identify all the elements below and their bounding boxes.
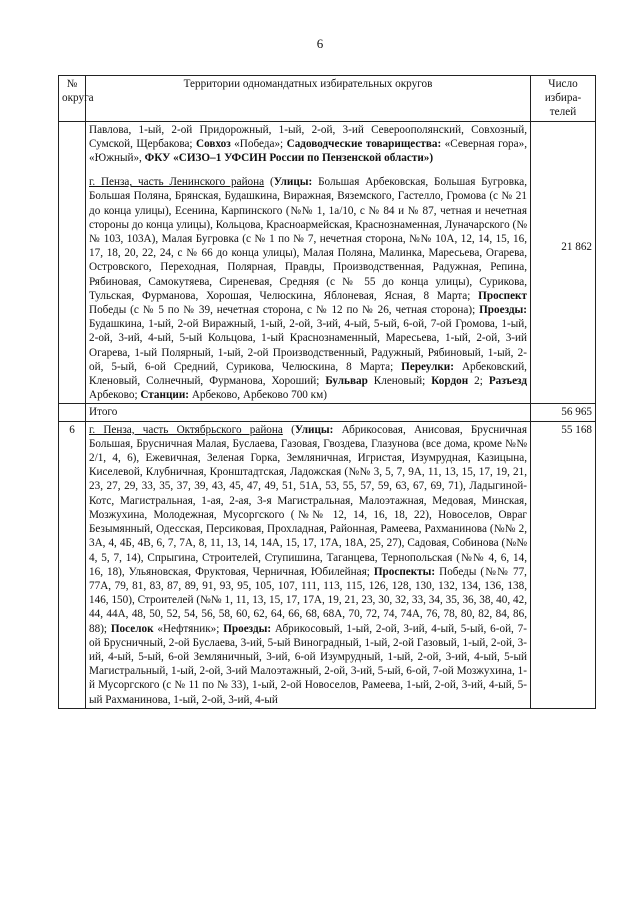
bold-text: Бульвар <box>325 375 368 388</box>
text-segment: Победы (№№ 77, 77А, 79, 81, 83, 87, 89, 91, 93, 95, 105, 107, 111, 113, 115, 126, 128, 130, 132, 134, 136, 138, 146, 150), Строителей (№№ 1, 11, 13, 15, 17, 17А, 19, 21, 23, 30, 32, 33, 34, 35, 36, 38, 40, 42, 44, 44А, 48, 50, 52, 54, 56, 58, 60, 62, 64, 66, 68, 68А, 70, 72, 74, 74А, 76, 78, 80, 82, 84, 86, 88); <box>89 565 527 635</box>
bold-text: Кордон <box>431 375 469 388</box>
total-label: Итого <box>86 404 531 421</box>
text-segment: Арбековский, Кленовый, Солнечный, Фурманова, Хороший; <box>89 360 527 388</box>
bold-text: Проезды: <box>479 304 527 317</box>
table-row <box>59 121 596 404</box>
bold-text: Садоводческие товарищества: <box>286 137 442 150</box>
territory-cell <box>86 421 531 708</box>
text-segment: «Нефтяник»; <box>153 622 224 635</box>
districts-table <box>58 75 596 709</box>
bold-text: Совхоз <box>196 137 231 150</box>
territory-text-continued <box>89 123 527 166</box>
territory-text-october-district <box>89 423 527 707</box>
bold-text: Проспект <box>478 289 527 302</box>
underlined-text: г. Пенза, часть Октябрьского района <box>89 423 283 436</box>
text-segment: Будашкина, 1-ый, 2-ой Виражный, 1-ый, 2-ой, 3-ий, 4-ый, 5-ый, 6-ой, 7-ой Громова, 1-ый, 2-ой, 3-ий, 4-ый, 5-ый Кольцова, 1-ый Краснознаменный, Маресьева, 1-ый, 2-ой, 3-ий Огарева, 1-ый Полярный, 1-ый, 2-ой Производственный, Радужный, Рябиновый, 1-ый, 2-ой, 5-ый, 6-ой Средний, Сурикова, Челюскина, 8 Марта; <box>89 318 527 373</box>
bold-text: Станции: <box>140 389 190 402</box>
bold-text: Проезды: <box>223 622 272 635</box>
page-number: 6 <box>316 36 324 51</box>
text-segment: 2; <box>468 375 489 388</box>
bold-text: Поселок <box>110 622 154 635</box>
total-empty-cell <box>59 404 86 421</box>
bold-text: Улицы: <box>273 176 313 189</box>
table-header-row <box>59 76 596 122</box>
bold-text: Разъезд <box>488 375 527 388</box>
text-segment: Арбеково; <box>89 389 141 402</box>
table-row <box>59 421 596 708</box>
text-segment: ( <box>264 176 274 189</box>
text-segment: ( <box>282 423 295 436</box>
total-value: 56 965 <box>531 404 596 421</box>
total-row <box>59 404 596 421</box>
text-segment: «Северная гора», «Южный», <box>89 137 527 165</box>
header-district-number: № округа <box>59 76 86 122</box>
territory-text-lenin-district <box>89 175 527 402</box>
bold-text: Проспекты: <box>373 565 436 578</box>
text-segment: «Победа»; <box>230 137 287 150</box>
bold-text: Переулки: <box>401 360 454 373</box>
text-segment: Победы (с № 5 по № 39, нечетная сторона, с № 12 по № 26, четная сторона); <box>89 304 480 317</box>
text-segment: Павлова, 1-ый, 2-ой Придорожный, 1-ый, 2-ой, 3-ий Североополянский, Совхозный, Сумской, Щербакова; <box>89 123 527 150</box>
bold-text: ФКУ «СИЗО–1 УФСИН России по Пензенской области») <box>144 152 434 165</box>
voters-count: 21 862 <box>561 240 592 253</box>
text-segment: Абрикосовая, Анисовая, Брусничная Большая, Брусничная Малая, Буслаева, Газовая, Гвоздева, Глазунова (все дома, кроме №№ 2/1, 4, 6), Ежевичная, Зеленая Горка, Земляничная, Игристая, Изумрудная, Казицына, Киселевой, Клубничная, Кронштадтская, Ладожская (№№ 3, 5, 7, 9А, 11, 13, 15, 17, 19, 21, 23, 27, 29, 33, 35, 37, 39, 43, 45, 47, 49, 51, 51А, 53, 55, 57, 59, 63, 67, 69, 71), Ладыгиной-Котс, Магистральная, 1-ая, 2-ая, 3-я Магистральная, Малоэтажная, Медовая, Минская, Мозжухина, Молодежная, Мусоргского (№№ 12, 14, 16, 18, 22), Новоселов, Овраг Безымянный, Одесская, Персиковая, Прохладная, Районная, Рамеева, Рахманинова (№№ 2, 3А, 4, 4Б, 4В, 6, 7, 7А, 8, 11, 13, 14, 14А, 15, 17, 17А, 18А, 25, 27), Садовая, Собинова (№№ 4, 5, 7, 14), Спрыгина, Строителей, Ступишина, Таганцева, Тернопольская (№№ 4, 6, 14, 16, 18), Ульяновская, Фруктовая, Черничная, Юбилейная; <box>89 423 527 578</box>
text-segment: Большая Арбековская, Большая Бугровка, Большая Поляна, Брянская, Будашкина, Виражная, Вяземского, Гастелло, Громова (с № 21 до конца улицы), Есенина, Карпинского (№№ 1, 1а/10, с № 84 и № 87, четная и нечетная стороны до конца улицы), Кольцова, Красноармейская, Краснознаменная, Луначарского (№№ 103, 103А), Малая Бугровка (с № 1 по № 7, нечетная сторона, №№ 10А, 12, 14, 15, 16, 17, 18, 20, 22, 24, с № 66 до конца улицы), Малая Поляна, Малинка, Маресьева, Огарева, Островского, Переходная, Полярная, Правды, Производственная, Радужная, Репина, Рябиновая, Самокутяева, Сиреневая, Средняя (с № 55 до конца улицы), Сурикова, Тульская, Фурманова, Хорошая, Челюскина, Яблоневая, Ясная, 8 Марта; <box>89 176 528 302</box>
text-segment: Кленовый; <box>367 375 432 388</box>
header-voters: Число избира-телей <box>531 76 596 122</box>
bold-text: Улицы: <box>294 423 334 436</box>
district-number-cell: 6 <box>59 421 86 708</box>
district-number-cell <box>59 121 86 404</box>
territory-cell <box>86 121 531 404</box>
voters-cell <box>531 121 596 404</box>
text-segment: Абрикосовый, 1-ый, 2-ой, 3-ий, 4-ый, 5-ый, 6-ой, 7-ой Брусничный, 2-ой Буслаева, 3-ий, 5-ый Виноградный, 1-ый, 2-ой Газовый, 1-ый, 2-ой, 3-ий, 4-ый, 5-ый, 6-ой Земляничный, 3-ий, 6-ой Изумрудный, 1-ый, 2-ой, 3-ий, 4-ый, 5-ый Магистральный, 1-ый, 2-ой, 3-ий Малоэтажный, 2-ой, 3-ий, 5-ый, 6-ой, 7-ой Мозжухина, 1-й Мусоргского (с № 11 по № 33), 1-ый, 2-ой Новоселов, Рамеева, 1-ый, 2-ой, 3-ий, 4-ый, 5-ый Рахманинова, 1-ый, 2-ой, 3-ий, 4-ый <box>89 622 527 706</box>
voters-cell: 55 168 <box>531 421 596 708</box>
header-territory: Территории одномандатных избирательных округов <box>86 76 531 122</box>
underlined-text: г. Пенза, часть Ленинского района <box>89 176 265 189</box>
text-segment: Арбеково, Арбеково 700 км) <box>189 389 327 402</box>
